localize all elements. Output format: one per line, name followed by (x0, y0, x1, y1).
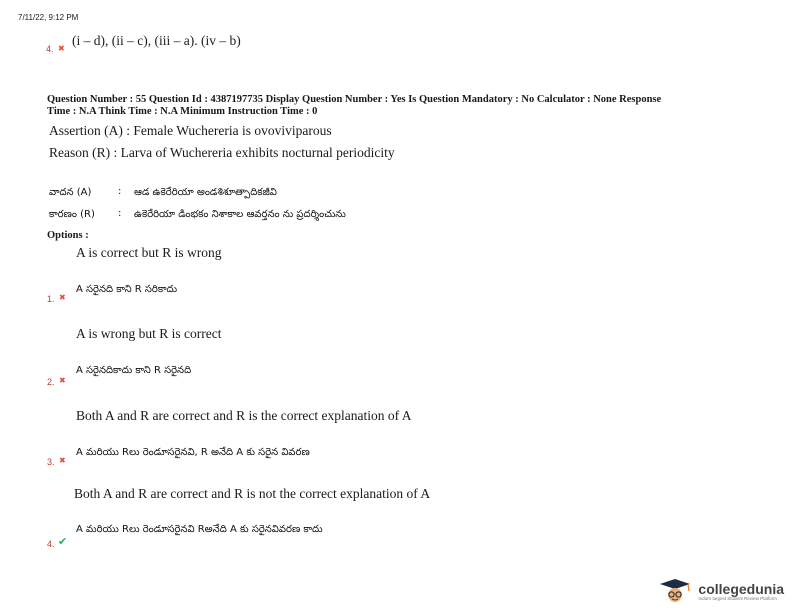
wrong-mark-icon: ✖ (59, 456, 66, 465)
option-4-english: Both A and R are correct and R is not the correct explanation of A (74, 486, 431, 501)
question-meta-line1: Question Number : 55 Question Id : 4387197735 Display Question Number : Yes Is Question Mandatory : No Calculator : None Response (47, 94, 662, 105)
reason-telugu-colon: : (118, 208, 122, 219)
assertion-english: Assertion (A) : Female Wuchereria is ovoviviparous (49, 123, 332, 138)
option-1-english: A is correct but R is wrong (76, 245, 222, 260)
wrong-mark-icon: ✖ (59, 376, 66, 385)
option-2-number: 2. (47, 377, 55, 387)
correct-check-icon: ✔ (58, 535, 68, 548)
collegedunia-logo[interactable] (656, 578, 784, 604)
option-4-telugu: A మరియు Rలు రెండూసరైనవి Rఅనేది A కు సరైనవివరణ కాదు (76, 524, 323, 535)
options-label: Options : (47, 230, 89, 241)
option-3-english: Both A and R are correct and R is the correct explanation of A (76, 408, 412, 423)
assertion-telugu: ఆడ ఉకెరేరియా అండశిశూత్పాదికజీవి (134, 187, 277, 198)
reason-telugu-label: కారణం (R) (49, 209, 95, 220)
reason-english: Reason (R) : Larva of Wuchereria exhibits nocturnal periodicity (49, 145, 395, 160)
option-3-number: 3. (47, 457, 55, 467)
option-1-telugu: A సరైనది కాని R సరికాదు (76, 284, 178, 295)
option-1-number: 1. (47, 294, 55, 304)
prev-option-number: 4. (46, 44, 54, 54)
prev-option-text: (i – d), (ii – c), (iii – a). (iv – b) (72, 33, 241, 48)
assertion-telugu-label: వాదన (A) (49, 187, 92, 198)
question-meta-line2: Time : N.A Think Time : N.A Minimum Instruction Time : 0 (47, 106, 318, 117)
logo-tagline: India's largest Student Review Platform (698, 595, 777, 601)
wrong-mark-icon: ✖ (58, 44, 65, 53)
logo-wordmark: collegedunia (698, 580, 784, 597)
wrong-mark-icon: ✖ (59, 293, 66, 302)
option-2-telugu: A సరైనదికాదు కాని R సరైనది (76, 365, 192, 376)
option-2-english: A is wrong but R is correct (76, 326, 222, 341)
print-timestamp: 7/11/22, 9:12 PM (18, 13, 79, 22)
reason-telugu: ఉకెరేరియా డింభకం నిశాకాల ఆవర్తనం ను ప్రదర్శించును (134, 209, 346, 220)
assertion-telugu-colon: : (118, 186, 122, 197)
option-3-telugu: A మరియు Rలు రెండూసరైనవి, R అనేది A కు సరైన వివరణ (76, 447, 310, 458)
graduate-mascot-icon (656, 578, 694, 604)
option-4-number: 4. (47, 539, 55, 549)
